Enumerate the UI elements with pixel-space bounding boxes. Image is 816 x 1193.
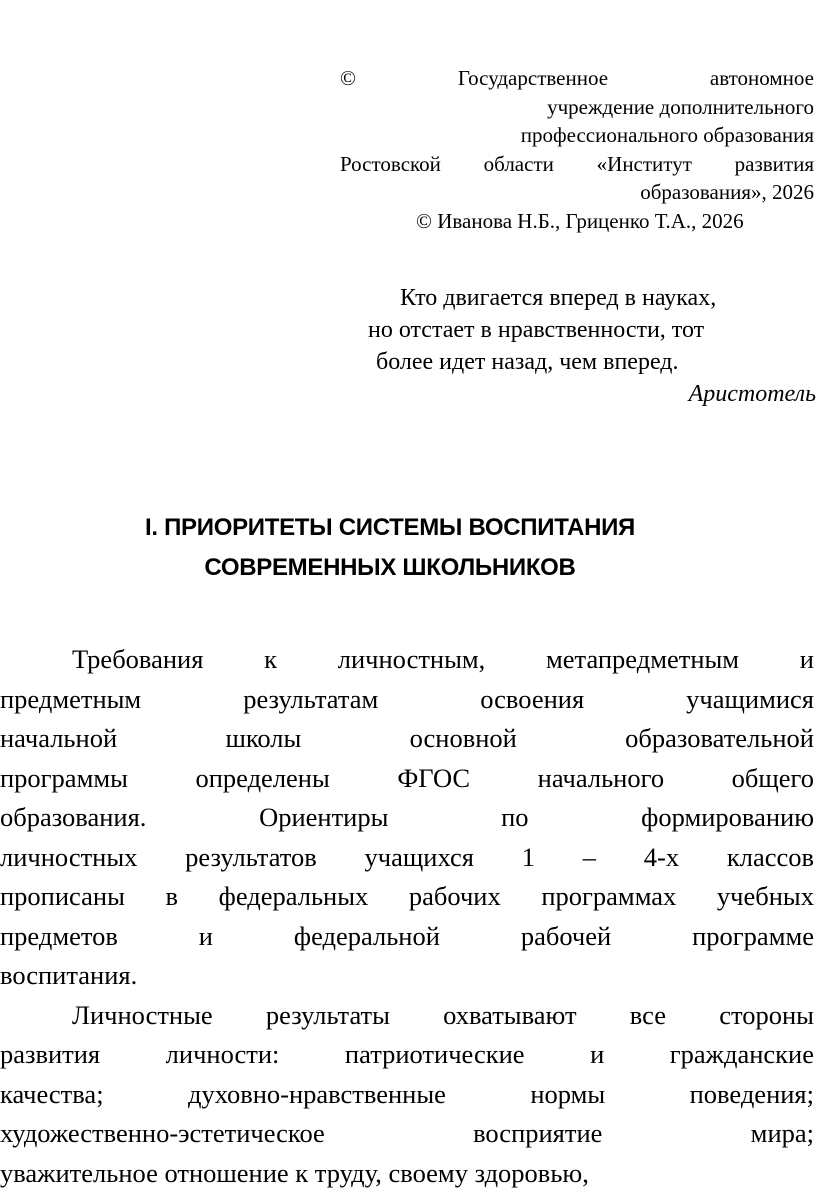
copyright-block (340, 64, 814, 235)
paragraph-line: начальной школы основной образовательной (0, 719, 814, 759)
paragraph-line: воспитания. (0, 956, 814, 996)
paragraph-line: предметным результатам освоения учащимися (0, 680, 814, 720)
copyright-line: профессионального образования (340, 121, 814, 150)
paragraph-line: личностных результатов учащихся 1 – 4-х классов (0, 838, 814, 878)
paragraph (0, 996, 814, 1193)
section-heading (0, 508, 780, 588)
epigraph-author: Аристотель (368, 378, 816, 410)
copyright-line: образования», 2026 (340, 178, 814, 207)
paragraph-line: Личностные результаты охватывают все стороны (0, 996, 814, 1036)
paragraph-line: программы определены ФГОС начального общего (0, 759, 814, 799)
paragraph-line: развития личности: патриотические и гражданские (0, 1035, 814, 1075)
copyright-authors: © Иванова Н.Б., Гриценко Т.А., 2026 (340, 207, 814, 236)
body-text (0, 640, 814, 1193)
paragraph-line: Требования к личностным, метапредметным и (0, 640, 814, 680)
paragraph (0, 640, 814, 996)
copyright-line: © Государственное автономное (340, 64, 814, 93)
paragraph-line: уважительное отношение к труду, своему здоровью, (0, 1154, 814, 1193)
paragraph-line: образования. Ориентиры по формированию (0, 798, 814, 838)
paragraph-line: предметов и федеральной рабочей программе (0, 917, 814, 957)
paragraph-line: художественно-эстетическое восприятие мира; (0, 1114, 814, 1154)
copyright-line: учреждение дополнительного (340, 93, 814, 122)
epigraph-line: но отстает в нравственности, тот (368, 314, 816, 346)
section-heading-line: I. ПРИОРИТЕТЫ СИСТЕМЫ ВОСПИТАНИЯ (0, 508, 780, 548)
paragraph-line: прописаны в федеральных рабочих программах учебных (0, 877, 814, 917)
epigraph-line: более идет назад, чем вперед. (368, 346, 816, 378)
epigraph (368, 282, 816, 410)
section-heading-line: СОВРЕМЕННЫХ ШКОЛЬНИКОВ (0, 548, 780, 588)
epigraph-line: Кто двигается вперед в науках, (368, 282, 816, 314)
paragraph-line: качества; духовно-нравственные нормы поведения; (0, 1075, 814, 1115)
copyright-line: Ростовской области «Институт развития (340, 150, 814, 179)
